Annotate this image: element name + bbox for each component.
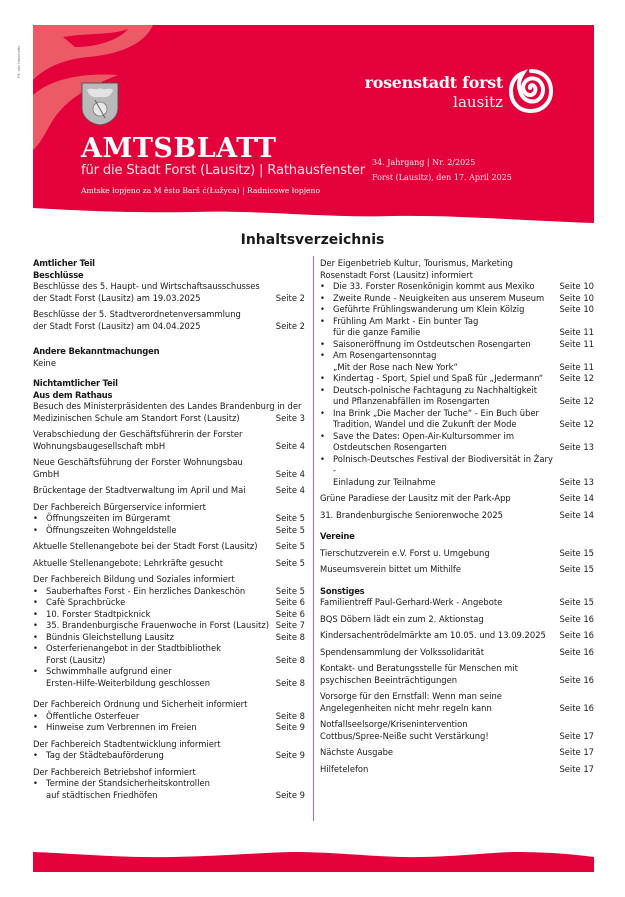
toc-entry[interactable]: Spendensammlung der Volkssolidarität Seite 16 xyxy=(320,646,594,657)
page-ref: Seite 14 xyxy=(559,509,594,520)
subsection-heading: Der Fachbereich Bildung und Soziales informiert xyxy=(33,574,235,584)
toc-bullet-entry[interactable]: • 35. Brandenburgische Frauenwoche in Forst (Lausitz) Seite 7 xyxy=(33,620,305,630)
page-ref: Seite 4 xyxy=(275,468,305,479)
bullet-icon: • xyxy=(33,608,38,619)
bullet-icon: • xyxy=(33,710,38,721)
page-ref: Seite 16 xyxy=(559,613,594,624)
bullet-icon: • xyxy=(320,315,325,326)
toc-bullet-entry[interactable]: • Öffentliche Osterfeuer Seite 8 xyxy=(33,710,305,721)
section-heading: Sonstiges xyxy=(320,585,365,596)
toc-entry: Keine xyxy=(33,357,57,368)
photo-credit: Fit: allo Hauchville xyxy=(16,45,21,78)
page-ref: Seite 16 xyxy=(559,702,594,713)
toc-bullet-entry[interactable]: • Frühling Am Markt - Ein bunter Tag für die ganze Familie Seite 11 xyxy=(320,315,594,337)
section-heading: Nichtamtlicher Teil xyxy=(33,378,118,388)
page-ref: Seite 13 xyxy=(559,442,594,452)
page-ref: Seite 10 xyxy=(559,304,594,314)
page-ref: Seite 3 xyxy=(275,412,305,423)
bullet-icon: • xyxy=(320,292,325,303)
section-heading: Andere Bekanntmachungen xyxy=(33,346,160,356)
page-ref: Seite 8 xyxy=(275,654,305,665)
page-ref: Seite 8 xyxy=(275,710,305,721)
page-ref: Seite 15 xyxy=(559,597,594,607)
page-ref: Seite 12 xyxy=(559,373,594,383)
sorbian-subtitle: Amtske łopjeno za M ěsto Barš ć(Łužyca) | Radnicowe łopjeno xyxy=(81,186,321,195)
page-ref: Seite 5 xyxy=(275,585,305,596)
page-ref: Seite 5 xyxy=(275,513,305,523)
logo-subtitle: lausitz xyxy=(453,93,503,111)
masthead xyxy=(33,25,594,225)
toc-entry[interactable]: Grüne Paradiese der Lausitz mit der Park-App Seite 14 xyxy=(320,493,594,503)
subsection-heading: Beschlüsse xyxy=(33,269,84,280)
page-ref: Seite 8 xyxy=(275,677,305,688)
toc-bullet-entry[interactable]: • Sauberhaftes Forst - Ein herzliches Dankeschön Seite 5 xyxy=(33,585,305,596)
bullet-icon: • xyxy=(33,722,38,732)
bullet-icon: • xyxy=(33,524,38,535)
rose-icon xyxy=(509,69,553,113)
toc-bullet-entry[interactable]: • Bündnis Gleichstellung Lausitz Seite 8 xyxy=(33,631,305,642)
page-ref: Seite 4 xyxy=(275,485,305,495)
page-ref: Seite 11 xyxy=(559,338,594,349)
coat-of-arms-icon xyxy=(81,82,119,126)
bullet-icon: • xyxy=(320,350,325,360)
toc-bullet-entry[interactable]: • Tag der Städtebauförderung Seite 9 xyxy=(33,750,305,760)
page-ref: Seite 7 xyxy=(275,620,305,630)
toc-entry[interactable]: 31. Brandenburgische Seniorenwoche 2025 Seite 14 xyxy=(320,509,594,520)
toc-left-column xyxy=(33,258,305,801)
bullet-icon: • xyxy=(33,620,38,630)
subsection-heading: Der Eigenbetrieb Kultur, Tourismus, Marketing Rosenstadt Forst (Lausitz) informiert xyxy=(320,258,513,280)
bullet-icon: • xyxy=(33,750,38,760)
toc-entry[interactable]: Beschlüsse der 5. Stadtverordnetenversammlung der Stadt Forst (Lausitz) am 04.04.2025 Seite 2 xyxy=(33,309,305,331)
toc-bullet-entry[interactable]: • Ina Brink „Die Macher der Tuche“ - Ein Buch über Tradition, Wandel und die Zukunft der Mode Seite 12 xyxy=(320,407,594,429)
page-ref: Seite 9 xyxy=(275,789,305,800)
toc-bullet-entry[interactable]: • Deutsch-polnische Fachtagung zu Nachhaltigkeit und Pflanzenabfällen im Rosengarten Seite 12 xyxy=(320,384,594,406)
page-ref: Seite 4 xyxy=(275,440,305,451)
page-ref: Seite 15 xyxy=(559,564,594,574)
bullet-icon: • xyxy=(320,407,325,418)
subsection-heading: Aus dem Rathaus xyxy=(33,389,113,400)
page-ref: Seite 10 xyxy=(559,292,594,303)
bullet-icon: • xyxy=(320,281,325,291)
subsection-heading: Der Fachbereich Bürgerservice informiert xyxy=(33,501,206,512)
volume-number: 34. Jahrgang | Nr. 2/2025 xyxy=(372,158,476,167)
page-ref: Seite 5 xyxy=(275,557,305,568)
logo-name: rosenstadt forst xyxy=(364,73,503,92)
section-heading: Amtlicher Teil xyxy=(33,258,95,268)
toc-entry[interactable]: Museumsverein bittet um Mithilfe Seite 15 xyxy=(320,564,594,574)
subsection-heading: Der Fachbereich Ordnung und Sicherheit informiert xyxy=(33,699,248,709)
toc-entry[interactable]: Aktuelle Stellenangebote: Lehrkräfte gesucht Seite 5 xyxy=(33,557,305,568)
page-ref: Seite 17 xyxy=(559,763,594,774)
toc-entry[interactable]: Neue Geschäftsführung der Forster Wohnungsbau GmbH Seite 4 xyxy=(33,457,305,479)
page-ref: Seite 11 xyxy=(559,327,594,337)
column-divider xyxy=(313,256,314,821)
toc-bullet-entry[interactable]: • Öffnungszeiten im Bürgeramt Seite 5 xyxy=(33,513,305,523)
page-ref: Seite 5 xyxy=(275,541,305,551)
bullet-icon: • xyxy=(320,304,325,314)
page-ref: Seite 6 xyxy=(275,608,305,619)
page-ref: Seite 16 xyxy=(559,630,594,640)
toc-bullet-entry[interactable]: • Zweite Runde - Neuigkeiten aus unserem Museum Seite 10 xyxy=(320,292,594,303)
page-ref: Seite 5 xyxy=(275,524,305,535)
toc-bullet-entry[interactable]: • Saisoneröffnung im Ostdeutschen Rosengarten Seite 11 xyxy=(320,338,594,349)
toc-entry[interactable]: Kontakt- und Beratungsstelle für Menschen mit psychischen Beeinträchtigungen Seite 16 xyxy=(320,663,594,685)
page-ref: Seite 2 xyxy=(275,320,305,331)
subsection-heading: Der Fachbereich Stadtentwicklung informiert xyxy=(33,738,221,749)
bullet-icon: • xyxy=(33,643,38,653)
bullet-icon: • xyxy=(33,778,38,788)
toc-bullet-entry[interactable]: • Hinweise zum Verbrennen im Freien Seite 9 xyxy=(33,722,305,732)
toc-title: Inhaltsverzeichnis xyxy=(240,232,385,248)
toc-entry[interactable]: Nächste Ausgabe Seite 17 xyxy=(320,747,594,757)
page-ref: Seite 17 xyxy=(559,730,594,741)
subsection-heading: Der Fachbereich Betriebshof informiert xyxy=(33,766,196,777)
toc-bullet-entry[interactable]: • Kindertag - Sport, Spiel und Spaß für „Jedermann“ Seite 12 xyxy=(320,373,594,383)
bullet-icon: • xyxy=(33,631,38,642)
toc-bullet-entry[interactable]: • Schwimmhalle aufgrund einer Ersten-Hilfe-Weiterbildung geschlossen Seite 8 xyxy=(33,666,305,688)
toc-entry[interactable]: Brückentage der Stadtverwaltung im April und Mai Seite 4 xyxy=(33,485,305,495)
toc-entry[interactable]: Verabschiedung der Geschäftsführerin der Forster Wohnungsbaugesellschaft mbH Seite 4 xyxy=(33,429,305,451)
toc-bullet-entry[interactable]: • Öffnungszeiten Wohngeldstelle Seite 5 xyxy=(33,524,305,535)
page-ref: Seite 9 xyxy=(275,722,305,732)
toc-bullet-entry[interactable]: • Am Rosengartensonntag „Mit der Rose nach New York“ Seite 11 xyxy=(320,350,594,372)
page-ref: Seite 12 xyxy=(559,396,594,406)
toc-entry[interactable]: Aktuelle Stellenangebote bei der Stadt Forst (Lausitz) Seite 5 xyxy=(33,541,305,551)
issue-info xyxy=(372,155,512,185)
page-ref: Seite 6 xyxy=(275,597,305,607)
bullet-icon: • xyxy=(320,384,325,395)
toc-entry[interactable]: Besuch des Ministerpräsidenten des Landes Brandenburg in der Medizinischen Schule am Standort Forst (Lausitz) Seite 3 xyxy=(33,401,305,423)
toc-bullet-entry[interactable]: • Cafè Sprachbrücke Seite 6 xyxy=(33,597,305,607)
toc-bullet-entry[interactable]: • Die 33. Forster Rosenkönigin kommt aus Mexiko Seite 10 xyxy=(320,281,594,291)
bullet-icon: • xyxy=(320,453,325,464)
rosenstadt-forst-logo xyxy=(364,69,573,129)
toc-bullet-entry[interactable]: • Polnisch-Deutsches Festival der Biodiversität in Żary - Einladung zur Teilnahme Seite 13 xyxy=(320,453,594,487)
toc-bullet-entry[interactable]: • Osterferienangebot in der Stadtbibliothek Forst (Lausitz) Seite 8 xyxy=(33,643,305,665)
bullet-icon: • xyxy=(320,430,325,441)
page-ref: Seite 14 xyxy=(559,493,594,503)
toc-entry[interactable]: Hilfetelefon Seite 17 xyxy=(320,763,594,774)
toc-right-column xyxy=(320,258,594,780)
page-ref: Seite 15 xyxy=(559,547,594,558)
toc-entry[interactable]: Vorsorge für den Ernstfall: Wenn man seine Angelegenheiten nicht mehr regeln kann Seite 16 xyxy=(320,691,594,713)
toc-bullet-entry[interactable]: • Save the Dates: Open-Air-Kultursommer im Ostdeutschen Rosengarten Seite 13 xyxy=(320,430,594,452)
section-heading: Vereine xyxy=(320,531,355,541)
bullet-icon: • xyxy=(33,513,38,523)
toc-bullet-entry[interactable]: • 10. Forster Stadtpicknick Seite 6 xyxy=(33,608,305,619)
toc-entry[interactable]: Kindersachentrödelmärkte am 10.05. und 13.09.2025 Seite 16 xyxy=(320,630,594,640)
page-ref: Seite 13 xyxy=(559,476,594,487)
issue-date: Forst (Lausitz), den 17. April 2025 xyxy=(372,173,512,182)
page-ref: Seite 8 xyxy=(275,631,305,642)
page-ref: Seite 10 xyxy=(559,281,594,291)
toc-bullet-entry[interactable]: • Geführte Frühlingswanderung um Klein Kölzig Seite 10 xyxy=(320,304,594,314)
toc-entry[interactable]: Beschlüsse des 5. Haupt- und Wirtschaftsausschusses der Stadt Forst (Lausitz) am 19.03.2025 Seite 2 xyxy=(33,281,305,303)
bullet-icon: • xyxy=(33,585,38,596)
page-ref: Seite 12 xyxy=(559,419,594,429)
page-ref: Seite 9 xyxy=(275,750,305,760)
toc-entry[interactable]: Tierschutzverein e.V. Forst u. Umgebung Seite 15 xyxy=(320,547,594,558)
page-ref: Seite 16 xyxy=(559,674,594,685)
page-ref: Seite 16 xyxy=(559,646,594,657)
bullet-icon: • xyxy=(33,597,38,607)
bullet-icon: • xyxy=(33,666,38,676)
page-ref: Seite 17 xyxy=(559,747,594,757)
toc-entry[interactable]: BQS Döbern lädt ein zum 2. Aktionstag Seite 16 xyxy=(320,613,594,624)
toc-entry[interactable]: Notfallseelsorge/Krisenintervention Cottbus/Spree-Neiße sucht Verstärkung! Seite 17 xyxy=(320,719,594,741)
toc-bullet-entry[interactable]: • Termine der Standsicherheitskontrollen auf städtischen Friedhöfen Seite 9 xyxy=(33,778,305,800)
publication-title: AMTSBLATT xyxy=(81,133,277,164)
bullet-icon: • xyxy=(320,338,325,349)
page-ref: Seite 2 xyxy=(275,292,305,303)
publication-subtitle: für die Stadt Forst (Lausitz) | Rathausfenster xyxy=(81,163,365,178)
toc-entry[interactable]: Familientreff Paul-Gerhard-Werk - Angebote Seite 15 xyxy=(320,597,594,607)
bullet-icon: • xyxy=(320,373,325,383)
page-ref: Seite 11 xyxy=(559,361,594,372)
footer-wave-band xyxy=(33,850,594,872)
